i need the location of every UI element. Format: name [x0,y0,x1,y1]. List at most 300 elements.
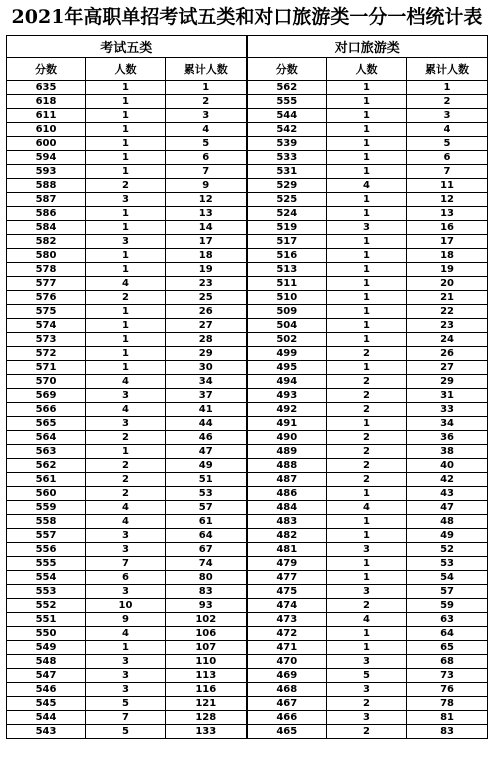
score-cell: 569 [7,389,86,403]
count-cell: 2 [327,599,407,613]
column-header-cumulative: 累计人数 [407,58,488,81]
count-cell: 3 [327,655,407,669]
table-row [7,179,488,193]
count-cell: 1 [327,151,407,165]
cumulative-cell: 29 [166,347,247,361]
cumulative-cell: 41 [166,403,247,417]
table-row [7,389,488,403]
cumulative-cell: 116 [166,683,247,697]
table-row [7,557,488,571]
cumulative-cell: 21 [407,291,488,305]
cumulative-cell: 54 [407,571,488,585]
table-row [7,277,488,291]
count-cell: 2 [86,291,166,305]
score-cell: 550 [7,627,86,641]
cumulative-cell: 13 [407,207,488,221]
score-cell: 488 [247,459,327,473]
cumulative-cell: 33 [407,403,488,417]
score-cell: 547 [7,669,86,683]
count-cell: 4 [86,515,166,529]
score-cell: 489 [247,445,327,459]
score-cell: 582 [7,235,86,249]
score-cell: 492 [247,403,327,417]
cumulative-cell: 23 [166,277,247,291]
column-header-count: 人数 [86,58,166,81]
cumulative-cell: 6 [407,151,488,165]
cumulative-cell: 128 [166,711,247,725]
cumulative-cell: 40 [407,459,488,473]
score-cell: 551 [7,613,86,627]
score-cell: 487 [247,473,327,487]
count-cell: 1 [327,291,407,305]
score-cell: 557 [7,529,86,543]
count-cell: 3 [86,543,166,557]
cumulative-cell: 28 [166,333,247,347]
count-cell: 1 [86,207,166,221]
count-cell: 5 [86,697,166,711]
score-cell: 562 [7,459,86,473]
cumulative-cell: 80 [166,571,247,585]
cumulative-cell: 64 [166,529,247,543]
score-cell: 486 [247,487,327,501]
count-cell: 2 [327,725,407,739]
table-row [7,627,488,641]
count-cell: 2 [86,473,166,487]
count-cell: 3 [86,389,166,403]
column-header-score: 分数 [247,58,327,81]
document-title: 2021年高职单招考试五类和对口旅游类一分一档统计表 [11,6,483,28]
count-cell: 1 [327,333,407,347]
cumulative-cell: 22 [407,305,488,319]
count-cell: 2 [86,431,166,445]
cumulative-cell: 27 [407,361,488,375]
score-cell: 502 [247,333,327,347]
cumulative-cell: 93 [166,599,247,613]
cumulative-cell: 47 [166,445,247,459]
cumulative-cell: 25 [166,291,247,305]
count-cell: 5 [327,669,407,683]
score-cell: 559 [7,501,86,515]
cumulative-cell: 81 [407,711,488,725]
table-row [7,221,488,235]
cumulative-cell: 26 [407,347,488,361]
table-row [7,585,488,599]
count-cell: 1 [86,445,166,459]
cumulative-cell: 52 [407,543,488,557]
score-cell: 565 [7,417,86,431]
table-row [7,459,488,473]
cumulative-cell: 49 [166,459,247,473]
count-cell: 1 [327,207,407,221]
score-cell: 544 [7,711,86,725]
score-cell: 472 [247,627,327,641]
cumulative-cell: 47 [407,501,488,515]
cumulative-cell: 76 [407,683,488,697]
score-cell: 594 [7,151,86,165]
group-header-exam-five: 考试五类 [7,36,247,58]
score-cell: 558 [7,515,86,529]
table-row [7,669,488,683]
score-cell: 552 [7,599,86,613]
score-cell: 483 [247,515,327,529]
count-cell: 4 [86,627,166,641]
table-row [7,151,488,165]
table-row [7,725,488,739]
count-cell: 2 [86,459,166,473]
column-header-cumulative: 累计人数 [166,58,247,81]
cumulative-cell: 46 [166,431,247,445]
cumulative-cell: 20 [407,277,488,291]
count-cell: 2 [327,431,407,445]
cumulative-cell: 37 [166,389,247,403]
score-cell: 572 [7,347,86,361]
count-cell: 3 [327,585,407,599]
score-cell: 561 [7,473,86,487]
count-cell: 3 [327,683,407,697]
score-cell: 533 [247,151,327,165]
cumulative-cell: 74 [166,557,247,571]
cumulative-cell: 133 [166,725,247,739]
count-cell: 4 [86,375,166,389]
count-cell: 1 [86,333,166,347]
score-cell: 499 [247,347,327,361]
table-row [7,207,488,221]
score-cell: 473 [247,613,327,627]
count-cell: 1 [327,319,407,333]
count-cell: 1 [327,109,407,123]
score-cell: 555 [7,557,86,571]
table-row [7,515,488,529]
table-header [7,36,488,81]
score-cell: 587 [7,193,86,207]
count-cell: 1 [86,263,166,277]
score-cell: 553 [7,585,86,599]
table-row [7,599,488,613]
score-cell: 584 [7,221,86,235]
score-cell: 544 [247,109,327,123]
score-cell: 509 [247,305,327,319]
table-row [7,305,488,319]
score-cell: 519 [247,221,327,235]
count-cell: 2 [327,375,407,389]
count-cell: 2 [327,347,407,361]
table-row [7,263,488,277]
score-cell: 481 [247,543,327,557]
count-cell: 2 [327,459,407,473]
cumulative-cell: 31 [407,389,488,403]
score-cell: 510 [247,291,327,305]
count-cell: 1 [327,557,407,571]
cumulative-cell: 2 [407,95,488,109]
count-cell: 1 [86,305,166,319]
score-cell: 556 [7,543,86,557]
score-cell: 471 [247,641,327,655]
count-cell: 3 [86,235,166,249]
column-header-score: 分数 [7,58,86,81]
count-cell: 3 [327,543,407,557]
score-cell: 495 [247,361,327,375]
table-row [7,655,488,669]
table-row [7,123,488,137]
count-cell: 4 [86,277,166,291]
cumulative-cell: 57 [407,585,488,599]
count-cell: 1 [86,81,166,95]
count-cell: 9 [86,613,166,627]
cumulative-cell: 3 [166,109,247,123]
cumulative-cell: 12 [166,193,247,207]
cumulative-cell: 24 [407,333,488,347]
count-cell: 1 [86,151,166,165]
table-body [7,81,488,739]
count-cell: 1 [327,137,407,151]
score-cell: 549 [7,641,86,655]
count-cell: 1 [327,95,407,109]
table-row [7,417,488,431]
score-cell: 600 [7,137,86,151]
count-cell: 3 [86,655,166,669]
table-row [7,487,488,501]
cumulative-cell: 18 [407,249,488,263]
cumulative-cell: 1 [407,81,488,95]
column-header-row [7,58,488,81]
score-cell: 635 [7,81,86,95]
score-cell: 491 [247,417,327,431]
score-distribution-table [6,35,488,739]
count-cell: 1 [86,137,166,151]
cumulative-cell: 30 [166,361,247,375]
score-cell: 524 [247,207,327,221]
score-cell: 610 [7,123,86,137]
cumulative-cell: 107 [166,641,247,655]
score-cell: 564 [7,431,86,445]
cumulative-cell: 42 [407,473,488,487]
group-header-tourism: 对口旅游类 [247,36,488,58]
table-row [7,165,488,179]
cumulative-cell: 4 [166,123,247,137]
count-cell: 1 [327,627,407,641]
score-cell: 525 [247,193,327,207]
count-cell: 1 [86,109,166,123]
count-cell: 1 [86,123,166,137]
table-row [7,431,488,445]
count-cell: 1 [327,235,407,249]
count-cell: 2 [86,179,166,193]
cumulative-cell: 16 [407,221,488,235]
count-cell: 1 [86,165,166,179]
score-cell: 465 [247,725,327,739]
score-cell: 539 [247,137,327,151]
cumulative-cell: 43 [407,487,488,501]
table-row [7,571,488,585]
score-cell: 574 [7,319,86,333]
table-row [7,193,488,207]
count-cell: 1 [327,417,407,431]
cumulative-cell: 113 [166,669,247,683]
score-cell: 474 [247,599,327,613]
score-cell: 542 [247,123,327,137]
group-header-row [7,36,488,58]
score-cell: 548 [7,655,86,669]
score-cell: 529 [247,179,327,193]
score-cell: 618 [7,95,86,109]
count-cell: 1 [86,347,166,361]
score-cell: 570 [7,375,86,389]
cumulative-cell: 7 [166,165,247,179]
count-cell: 3 [86,683,166,697]
count-cell: 3 [86,585,166,599]
count-cell: 7 [86,557,166,571]
score-cell: 517 [247,235,327,249]
score-cell: 586 [7,207,86,221]
table-row [7,347,488,361]
cumulative-cell: 102 [166,613,247,627]
count-cell: 1 [327,81,407,95]
count-cell: 4 [86,501,166,515]
cumulative-cell: 68 [407,655,488,669]
score-cell: 511 [247,277,327,291]
count-cell: 1 [327,277,407,291]
score-cell: 545 [7,697,86,711]
cumulative-cell: 13 [166,207,247,221]
count-cell: 2 [327,473,407,487]
count-cell: 1 [327,529,407,543]
count-cell: 7 [86,711,166,725]
score-cell: 555 [247,95,327,109]
table-row [7,613,488,627]
count-cell: 4 [86,403,166,417]
count-cell: 1 [327,641,407,655]
count-cell: 1 [86,319,166,333]
cumulative-cell: 51 [166,473,247,487]
score-cell: 566 [7,403,86,417]
cumulative-cell: 49 [407,529,488,543]
count-cell: 1 [327,515,407,529]
score-cell: 469 [247,669,327,683]
cumulative-cell: 12 [407,193,488,207]
count-cell: 3 [86,669,166,683]
cumulative-cell: 5 [166,137,247,151]
table-row [7,291,488,305]
count-cell: 2 [327,403,407,417]
cumulative-cell: 110 [166,655,247,669]
count-cell: 1 [86,249,166,263]
count-cell: 2 [327,445,407,459]
cumulative-cell: 14 [166,221,247,235]
count-cell: 2 [327,697,407,711]
cumulative-cell: 34 [166,375,247,389]
score-cell: 593 [7,165,86,179]
cumulative-cell: 106 [166,627,247,641]
table-row [7,473,488,487]
score-cell: 543 [7,725,86,739]
cumulative-cell: 17 [166,235,247,249]
cumulative-cell: 4 [407,123,488,137]
count-cell: 1 [327,487,407,501]
table-row [7,403,488,417]
score-cell: 571 [7,361,86,375]
column-header-count: 人数 [327,58,407,81]
cumulative-cell: 83 [166,585,247,599]
cumulative-cell: 63 [407,613,488,627]
count-cell: 1 [86,221,166,235]
cumulative-cell: 61 [166,515,247,529]
table-row [7,529,488,543]
cumulative-cell: 64 [407,627,488,641]
count-cell: 2 [86,487,166,501]
score-cell: 470 [247,655,327,669]
cumulative-cell: 2 [166,95,247,109]
count-cell: 3 [86,193,166,207]
table-row [7,319,488,333]
score-cell: 493 [247,389,327,403]
count-cell: 10 [86,599,166,613]
score-cell: 475 [247,585,327,599]
cumulative-cell: 9 [166,179,247,193]
table-row [7,137,488,151]
score-cell: 580 [7,249,86,263]
table-row [7,95,488,109]
score-cell: 468 [247,683,327,697]
table-row [7,249,488,263]
score-cell: 466 [247,711,327,725]
cumulative-cell: 53 [407,557,488,571]
cumulative-cell: 18 [166,249,247,263]
score-cell: 516 [247,249,327,263]
count-cell: 3 [86,417,166,431]
score-cell: 576 [7,291,86,305]
score-cell: 479 [247,557,327,571]
count-cell: 4 [327,501,407,515]
cumulative-cell: 59 [407,599,488,613]
count-cell: 5 [86,725,166,739]
cumulative-cell: 23 [407,319,488,333]
score-cell: 504 [247,319,327,333]
table-row [7,109,488,123]
count-cell: 3 [327,221,407,235]
count-cell: 2 [327,389,407,403]
cumulative-cell: 73 [407,669,488,683]
cumulative-cell: 3 [407,109,488,123]
score-cell: 494 [247,375,327,389]
count-cell: 1 [327,123,407,137]
count-cell: 3 [86,529,166,543]
count-cell: 1 [327,249,407,263]
count-cell: 4 [327,613,407,627]
cumulative-cell: 44 [166,417,247,431]
cumulative-cell: 53 [166,487,247,501]
count-cell: 6 [86,571,166,585]
table-row [7,641,488,655]
table-row [7,711,488,725]
count-cell: 1 [86,361,166,375]
table-row [7,501,488,515]
score-cell: 578 [7,263,86,277]
cumulative-cell: 121 [166,697,247,711]
cumulative-cell: 27 [166,319,247,333]
score-cell: 484 [247,501,327,515]
score-cell: 577 [7,277,86,291]
count-cell: 1 [327,263,407,277]
score-cell: 490 [247,431,327,445]
table-row [7,235,488,249]
count-cell: 1 [86,641,166,655]
cumulative-cell: 67 [166,543,247,557]
cumulative-cell: 83 [407,725,488,739]
score-cell: 588 [7,179,86,193]
score-cell: 562 [247,81,327,95]
table-row [7,543,488,557]
score-cell: 482 [247,529,327,543]
